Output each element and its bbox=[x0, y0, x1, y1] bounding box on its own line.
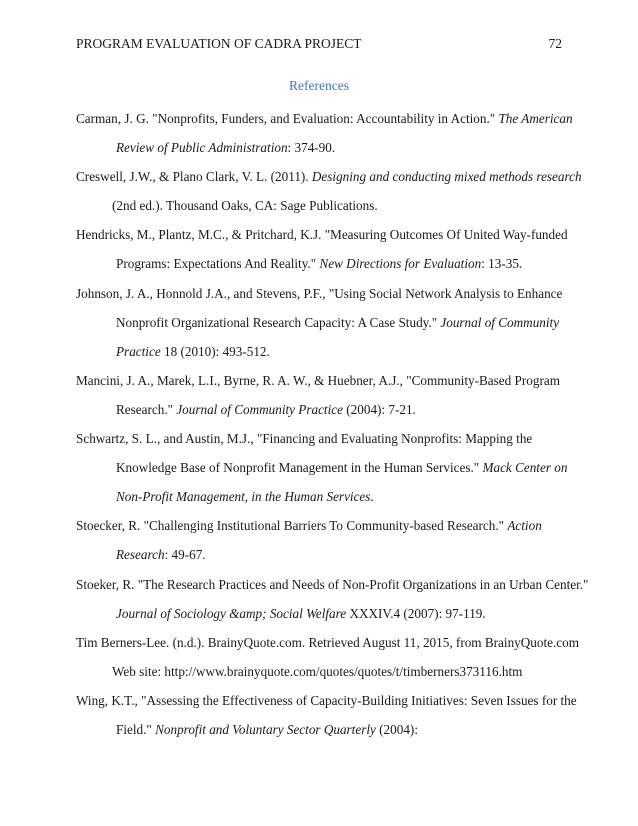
reference-text: Hendricks, M., Plantz, M.C., & Pritchard, K.J. "Measuring Outcomes Of United Way-funded bbox=[76, 227, 568, 243]
reference-source: Action bbox=[507, 518, 542, 534]
reference-line bbox=[76, 657, 566, 686]
reference-line bbox=[76, 162, 582, 191]
reference-line bbox=[76, 511, 566, 540]
reference-text: (2004): 7-21. bbox=[342, 401, 416, 417]
reference-text: Stoeker, R. "The Research Practices and Needs of Non-Profit Organizations in an Urban Center." bbox=[76, 576, 589, 592]
reference-line bbox=[76, 337, 566, 366]
reference-line bbox=[76, 453, 566, 482]
reference-line bbox=[76, 133, 566, 162]
reference-text: Mancini, J. A., Marek, L.I., Byrne, R. A. W., & Huebner, A.J., "Community-Based Program bbox=[76, 372, 560, 388]
reference-text: Schwartz, S. L., and Austin, M.J., "Financing and Evaluating Nonprofits: Mapping the bbox=[76, 431, 533, 447]
reference-text: Research." bbox=[116, 401, 177, 417]
reference-text: Nonprofit Organizational Research Capacity: A Case Study." bbox=[116, 314, 441, 330]
reference-text: Field." bbox=[116, 721, 156, 737]
reference-line bbox=[76, 104, 573, 133]
running-header bbox=[76, 36, 562, 52]
reference-line bbox=[76, 220, 566, 249]
reference-source: Practice bbox=[116, 343, 161, 359]
reference-url: Web site: http://www.brainyquote.com/quotes/quotes/t/timberners373116.htm bbox=[112, 663, 523, 679]
reference-line bbox=[76, 715, 566, 744]
reference-source: New Directions for Evaluation bbox=[319, 256, 482, 272]
reference-text: Programs: Expectations And Reality." bbox=[116, 256, 320, 272]
reference-source: The American bbox=[498, 111, 573, 126]
reference-line bbox=[76, 308, 566, 337]
reference-line bbox=[76, 570, 589, 599]
reference-text: : 49-67. bbox=[164, 547, 206, 563]
reference-text: (2nd ed.). Thousand Oaks, CA: Sage Publications. bbox=[112, 198, 378, 214]
reference-line bbox=[76, 366, 566, 395]
reference-source: Research bbox=[116, 547, 165, 563]
reference-text: 18 (2010): 493-512. bbox=[160, 343, 270, 359]
reference-source: Journal of Community Practice bbox=[176, 401, 343, 417]
reference-text: : 374-90. bbox=[287, 140, 336, 156]
reference-source: Journal of Sociology &amp; Social Welfare bbox=[116, 605, 347, 621]
reference-source: Non-Profit Management, in the Human Services bbox=[116, 489, 371, 505]
reference-line bbox=[76, 540, 566, 569]
running-title: PROGRAM EVALUATION OF CADRA PROJECT bbox=[76, 36, 362, 51]
reference-source: Nonprofit and Voluntary Sector Quarterly bbox=[155, 721, 376, 737]
reference-line bbox=[76, 628, 579, 657]
reference-line bbox=[76, 599, 566, 628]
reference-text: Stoecker, R. "Challenging Institutional Barriers To Community-based Research." bbox=[76, 518, 508, 534]
reference-source: Journal of Community bbox=[440, 314, 560, 330]
reference-line bbox=[76, 686, 577, 715]
reference-text: Carman, J. G. "Nonprofits, Funders, and Evaluation: Accountability in Action." bbox=[76, 111, 499, 126]
reference-text: . bbox=[370, 489, 374, 505]
reference-text: Wing, K.T., "Assessing the Effectiveness of Capacity-Building Initiatives: Seven Issues for the bbox=[76, 692, 577, 708]
reference-text: XXXIV.4 (2007): 97-119. bbox=[346, 605, 486, 621]
reference-source: Review of Public Administration bbox=[116, 140, 288, 156]
reference-text: (2004): bbox=[375, 721, 418, 737]
reference-line bbox=[76, 191, 566, 220]
reference-text: Creswell, J.W., & Plano Clark, V. L. (2011). bbox=[76, 169, 312, 185]
references-heading: References bbox=[289, 78, 349, 93]
reference-text: Tim Berners-Lee. (n.d.). BrainyQuote.com. Retrieved August 11, 2015, from BrainyQuote.com bbox=[76, 634, 579, 650]
references-list bbox=[76, 104, 589, 744]
reference-text: Johnson, J. A., Honnold J.A., and Stevens, P.F., "Using Social Network Analysis to Enhance bbox=[76, 285, 563, 301]
reference-line bbox=[76, 482, 566, 511]
reference-text: : 13-35. bbox=[481, 256, 523, 272]
reference-line bbox=[76, 424, 566, 453]
reference-text: Knowledge Base of Nonprofit Management in the Human Services." bbox=[116, 460, 483, 476]
reference-line bbox=[76, 395, 566, 424]
reference-source: Designing and conducting mixed methods research bbox=[311, 169, 582, 185]
reference-line bbox=[76, 249, 566, 278]
reference-source: Mack Center on bbox=[482, 460, 568, 476]
reference-line bbox=[76, 279, 566, 308]
page-number: 72 bbox=[548, 36, 562, 51]
